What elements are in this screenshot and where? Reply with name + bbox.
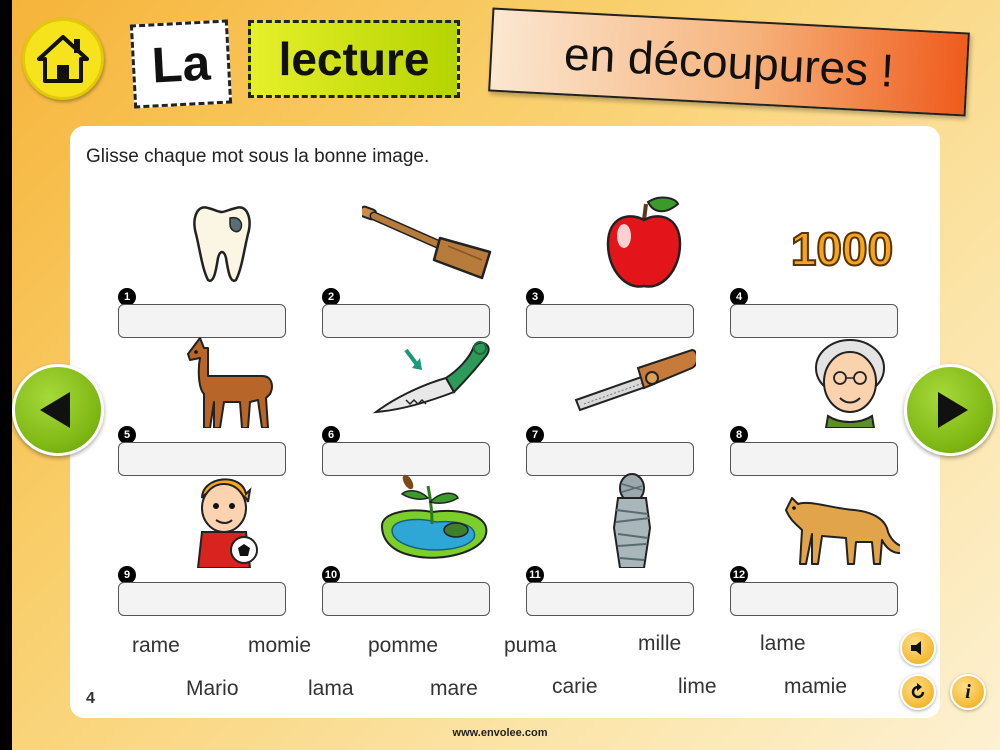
item-number: 10	[322, 566, 340, 584]
next-page-button[interactable]	[904, 364, 996, 456]
boy-icon	[158, 468, 288, 568]
home-button[interactable]	[22, 18, 104, 100]
title-la	[130, 19, 232, 108]
exercise-item-10	[322, 468, 502, 608]
sound-button[interactable]	[900, 630, 936, 666]
item-number: 9	[118, 566, 136, 584]
knife-icon	[362, 328, 492, 428]
word-tile[interactable]: pomme	[368, 634, 439, 657]
previous-page-button[interactable]	[12, 364, 104, 456]
answer-slot-11[interactable]	[526, 582, 694, 616]
answer-slot-10[interactable]	[322, 582, 490, 616]
title-decoupures-text: en découpures !	[562, 27, 896, 97]
item-number: 6	[322, 426, 340, 444]
word-tile[interactable]: mare	[430, 677, 478, 700]
arrow-right-icon	[938, 392, 968, 428]
reset-button[interactable]	[900, 674, 936, 710]
exercise-item-11	[526, 468, 706, 608]
title-la-text: La	[150, 34, 212, 94]
item-number: 7	[526, 426, 544, 444]
item-number: 12	[730, 566, 748, 584]
title-lecture	[248, 20, 460, 98]
mummy-icon	[566, 468, 696, 568]
exercise-item-3	[526, 190, 706, 330]
word-tile[interactable]: lame	[760, 632, 806, 655]
word-tile[interactable]: puma	[504, 634, 557, 657]
word-tile[interactable]: rame	[132, 634, 180, 657]
answer-slot-12[interactable]	[730, 582, 898, 616]
item-number: 1	[118, 288, 136, 306]
file-tool-icon	[566, 328, 696, 428]
grandmother-icon	[770, 328, 900, 428]
word-tile[interactable]: lama	[308, 677, 354, 700]
thousand-number-icon	[770, 190, 900, 290]
info-button[interactable]	[950, 674, 986, 710]
apple-icon	[566, 190, 696, 290]
item-number: 11	[526, 566, 544, 584]
oar-icon	[362, 190, 492, 290]
refresh-icon	[908, 682, 928, 702]
exercise-item-7	[526, 328, 706, 468]
word-tile[interactable]: momie	[248, 634, 312, 657]
arrow-left-icon	[40, 392, 70, 428]
word-tile[interactable]: carie	[552, 675, 598, 698]
exercise-item-6	[322, 328, 502, 468]
tooth-icon	[158, 190, 288, 290]
exercise-item-4	[730, 190, 910, 330]
llama-icon	[158, 328, 288, 428]
exercise-item-1	[118, 190, 298, 330]
word-tile[interactable]: lime	[678, 675, 717, 698]
home-icon	[35, 31, 91, 87]
exercise-item-9	[118, 468, 298, 608]
page-number: 4	[86, 690, 95, 707]
title-lecture-text: lecture	[278, 33, 430, 85]
puma-icon	[770, 468, 900, 568]
answer-slot-9[interactable]	[118, 582, 286, 616]
info-icon: i	[965, 680, 971, 703]
item-number: 2	[322, 288, 340, 306]
exercise-item-12	[730, 468, 910, 608]
svg-text:1000: 1000	[790, 223, 894, 275]
speaker-icon	[908, 638, 928, 658]
footer-website: www.envolee.com	[452, 727, 548, 739]
item-number: 3	[526, 288, 544, 306]
word-tile[interactable]: Mario	[186, 677, 239, 700]
exercise-item-5	[118, 328, 298, 468]
instruction-text: Glisse chaque mot sous la bonne image.	[86, 146, 430, 167]
item-number: 5	[118, 426, 136, 444]
item-number: 8	[730, 426, 748, 444]
word-tile[interactable]: mamie	[784, 675, 848, 698]
item-number: 4	[730, 288, 748, 306]
exercise-item-2	[322, 190, 502, 330]
word-tile[interactable]: mille	[638, 632, 682, 655]
exercise-item-8	[730, 328, 910, 468]
pond-icon	[362, 468, 492, 568]
